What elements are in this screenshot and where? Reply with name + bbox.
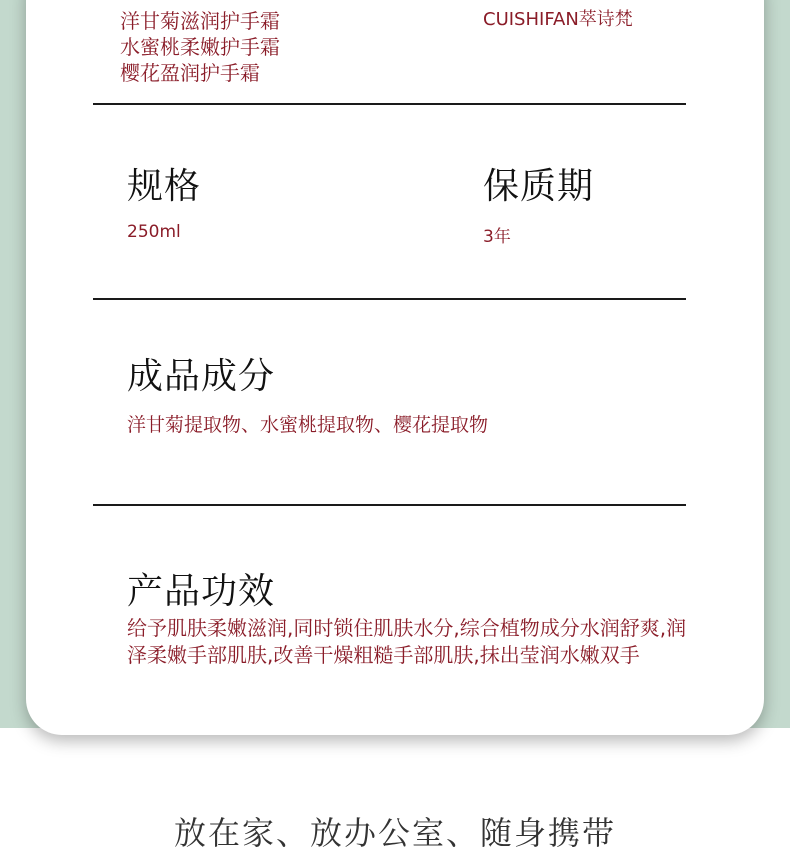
usage-scenarios-text: 放在家、放办公室、随身携带: [173, 814, 616, 852]
effect-heading: 产品功效: [127, 571, 276, 612]
product-name-sakura: 樱花盈润护手霜: [120, 61, 260, 85]
shelf-life-value: 3年: [483, 227, 511, 247]
divider-1: [93, 103, 686, 105]
product-name-list: [120, 8, 280, 86]
product-name-peach: 水蜜桃柔嫩护手霜: [120, 35, 280, 59]
shelf-life-heading: 保质期: [483, 166, 595, 207]
ingredients-value: 洋甘菊提取物、水蜜桃提取物、樱花提取物: [127, 414, 489, 436]
ingredients-heading: 成品成分: [127, 356, 276, 397]
divider-3: [93, 504, 686, 506]
brand-name: CUISHIFAN萃诗梵: [483, 9, 633, 30]
spec-heading: 规格: [127, 166, 202, 207]
product-name-chamomile: 洋甘菊滋润护手霜: [120, 9, 280, 33]
effect-value: 给予肌肤柔嫩滋润,同时锁住肌肤水分,综合植物成分水润舒爽,润泽柔嫩手部肌肤,改善干燥粗糙手部肌肤,抹出莹润水嫩双手: [127, 616, 687, 667]
divider-2: [93, 298, 686, 300]
spec-value: 250ml: [127, 222, 181, 242]
